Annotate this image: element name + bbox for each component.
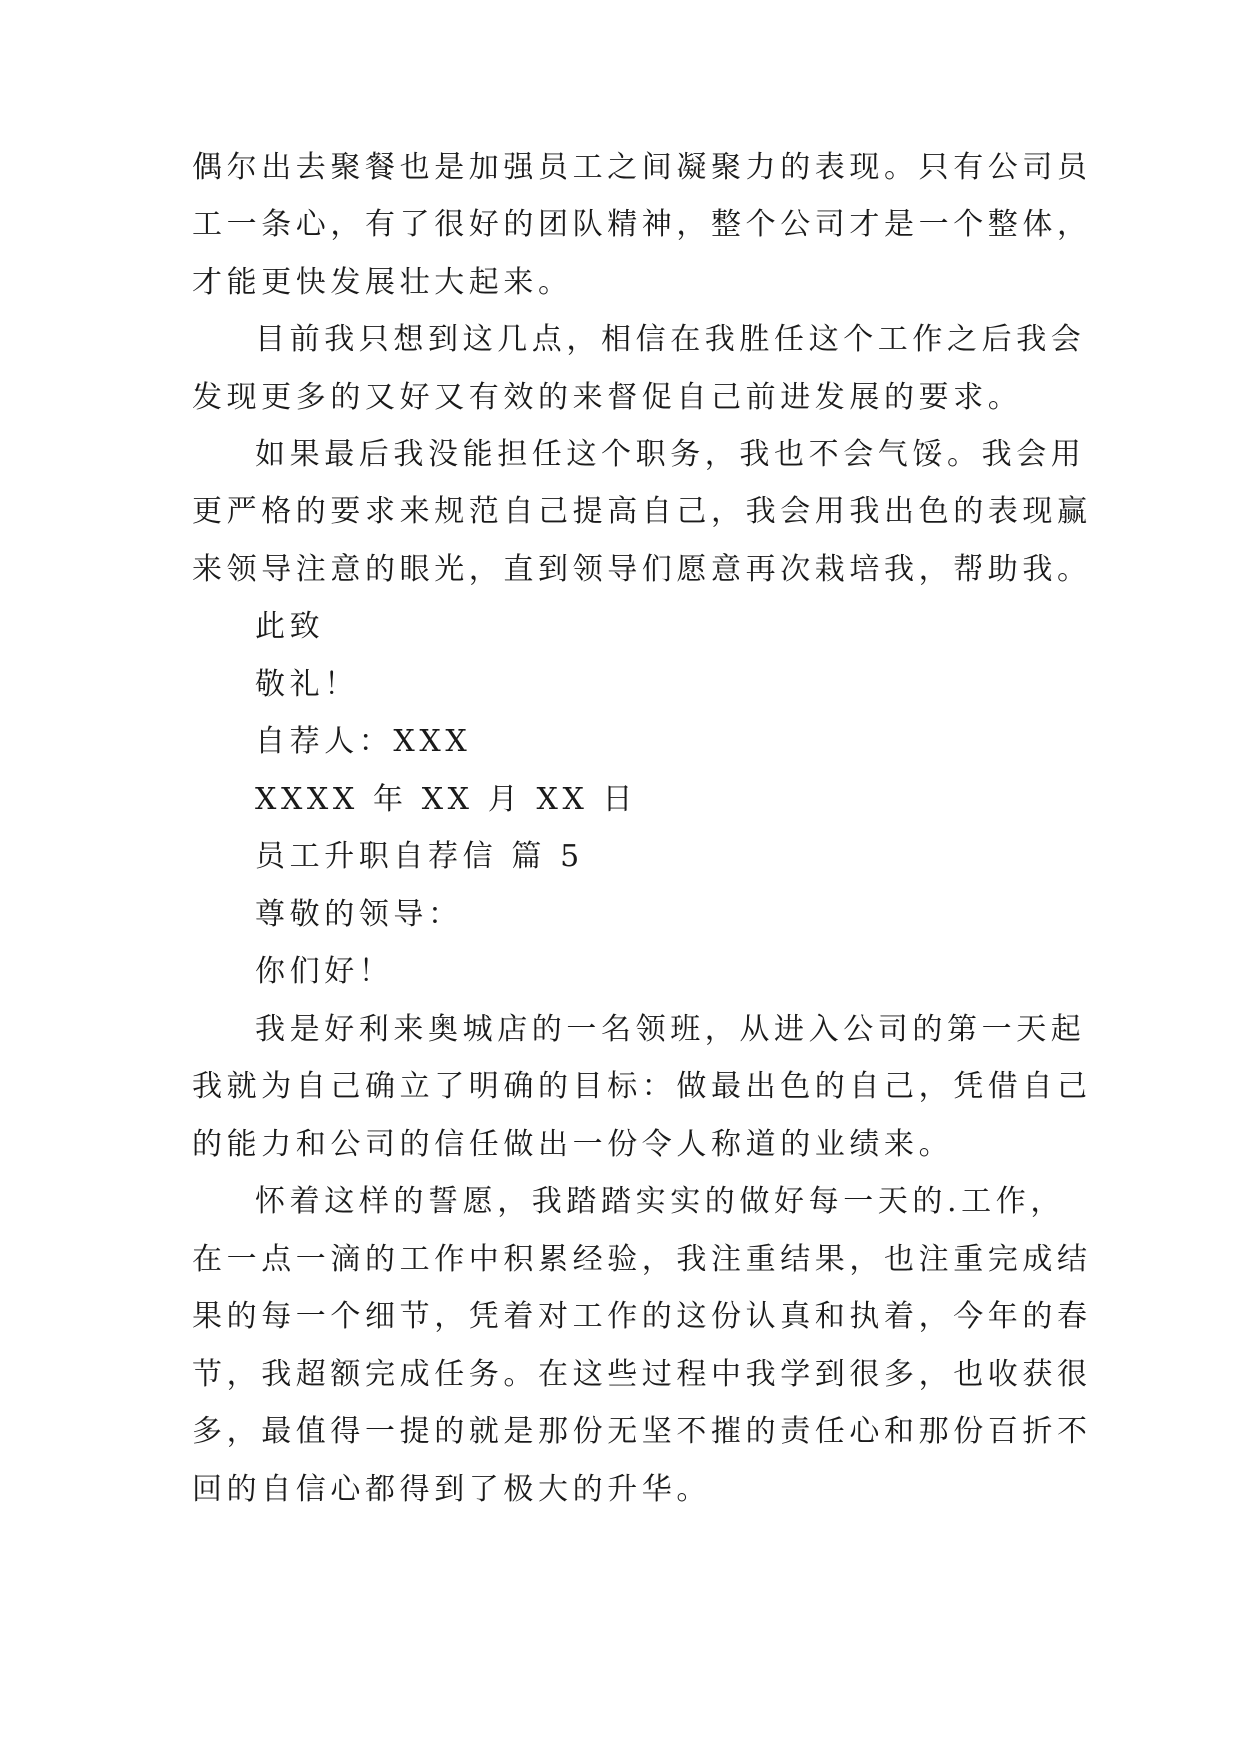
paragraph-line: 目前我只想到这几点，相信在我胜任这个工作之后我会 bbox=[255, 322, 1086, 357]
paragraph-line: 发现更多的又好又有效的来督促自己前进发展的要求。 bbox=[192, 380, 1023, 415]
paragraph-line: 工一条心，有了很好的团队精神，整个公司才是一个整体， bbox=[192, 207, 1092, 242]
greeting-line: 你们好！ bbox=[255, 954, 394, 989]
salutation-line: 敬礼！ bbox=[255, 667, 359, 702]
paragraph-line: 的能力和公司的信任做出一份令人称道的业绩来。 bbox=[192, 1127, 954, 1162]
paragraph-line: 我就为自己确立了明确的目标：做最出色的自己，凭借自己 bbox=[192, 1069, 1092, 1104]
paragraph-line: 我是好利来奥城店的一名领班，从进入公司的第一天起 bbox=[255, 1012, 1086, 1047]
paragraph-line: 怀着这样的誓愿，我踏踏实实的做好每一天的.工作， bbox=[255, 1184, 1065, 1219]
paragraph-line: 才能更快发展壮大起来。 bbox=[192, 265, 573, 300]
paragraph-line: 节，我超额完成任务。在这些过程中我学到很多，也收获很 bbox=[192, 1357, 1092, 1392]
paragraph-line: 回的自信心都得到了极大的升华。 bbox=[192, 1472, 711, 1507]
paragraph-line: 偶尔出去聚餐也是加强员工之间凝聚力的表现。只有公司员 bbox=[192, 150, 1092, 185]
paragraph-line: 来领导注意的眼光，直到领导们愿意再次栽培我，帮助我。 bbox=[192, 552, 1092, 587]
section-title: 员工升职自荐信 篇 5 bbox=[255, 839, 584, 874]
paragraph-line: 如果最后我没能担任这个职务，我也不会气馁。我会用 bbox=[255, 437, 1086, 472]
signature-line: 自荐人：XXX bbox=[255, 724, 472, 759]
greeting-line: 尊敬的领导： bbox=[255, 897, 463, 932]
paragraph-line: 果的每一个细节，凭着对工作的这份认真和执着，今年的春 bbox=[192, 1299, 1092, 1334]
closing-line: 此致 bbox=[255, 609, 325, 644]
date-line: XXXX 年 XX 月 XX 日 bbox=[255, 782, 638, 817]
paragraph-line: 多，最值得一提的就是那份无坚不摧的责任心和那份百折不 bbox=[192, 1414, 1092, 1449]
paragraph-line: 更严格的要求来规范自己提高自己，我会用我出色的表现赢 bbox=[192, 494, 1092, 529]
paragraph-line: 在一点一滴的工作中积累经验，我注重结果，也注重完成结 bbox=[192, 1242, 1092, 1277]
